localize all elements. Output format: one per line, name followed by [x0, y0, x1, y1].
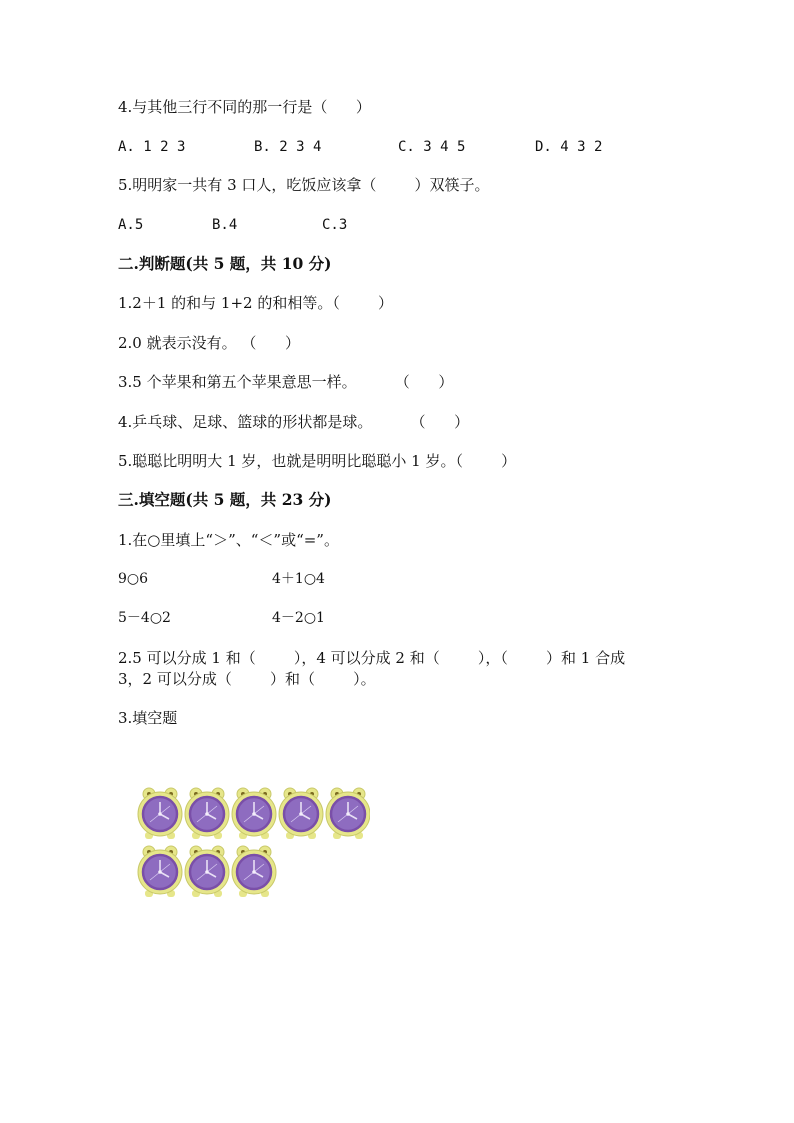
question-4-option-b: B. 2 3 4: [254, 139, 322, 155]
question-5-stem: 5.明明家一共有 3 口人，吃饭应该拿（ ）双筷子。: [118, 176, 490, 194]
frog-clock-icon: [232, 846, 276, 897]
frog-clock-icon: [185, 846, 229, 897]
question-5-option-c: C.3: [322, 217, 348, 233]
judge-item-4: 4.乒乓球、足球、篮球的形状都是球。 （ ）: [118, 413, 470, 431]
frog-clock-icon: [279, 788, 323, 839]
fill-q2-line-1: 2.5 可以分成 1 和（ ），4 可以分成 2 和（ ），（ ）和 1 合成: [118, 649, 626, 667]
compare-5minus4-2: 5－4○2: [118, 610, 171, 626]
fill-q2-line-2: 3，2 可以分成（ ）和（ ）。: [118, 670, 376, 688]
judge-item-3: 3.5 个苹果和第五个苹果意思一样。 （ ）: [118, 373, 454, 391]
question-4-option-d: D. 4 3 2: [535, 139, 603, 155]
question-5-option-b: B.4: [212, 217, 238, 233]
frog-clock-icon: [138, 846, 182, 897]
section-2-heading: 二.判断题(共 5 题，共 10 分): [118, 254, 332, 273]
compare-4minus2-1: 4－2○1: [272, 610, 325, 626]
frog-clock-icon: [185, 788, 229, 839]
frog-clocks-picture: [136, 782, 370, 904]
judge-item-2: 2.0 就表示没有。 （ ）: [118, 334, 301, 352]
frog-clock-icon: [138, 788, 182, 839]
question-4-option-a: A. 1 2 3: [118, 139, 186, 155]
frog-clock-icon: [326, 788, 370, 839]
judge-item-1: 1.2＋1 的和与 1+2 的和相等。（ ）: [118, 294, 394, 312]
fill-q3-stem: 3.填空题: [118, 709, 178, 727]
compare-4plus1-4: 4＋1○4: [272, 571, 325, 587]
judge-item-5: 5.聪聪比明明大 1 岁，也就是明明比聪聪小 1 岁。（ ）: [118, 452, 517, 470]
question-4-option-c: C. 3 4 5: [398, 139, 466, 155]
frog-clock-icon: [232, 788, 276, 839]
section-3-heading: 三.填空题(共 5 题，共 23 分): [118, 490, 332, 509]
fill-q1-stem: 1.在○里填上“＞”、“＜”或“=”。: [118, 531, 339, 549]
compare-9-6: 9○6: [118, 571, 149, 587]
question-5-option-a: A.5: [118, 217, 144, 233]
question-4-stem: 4.与其他三行不同的那一行是（ ）: [118, 98, 371, 116]
